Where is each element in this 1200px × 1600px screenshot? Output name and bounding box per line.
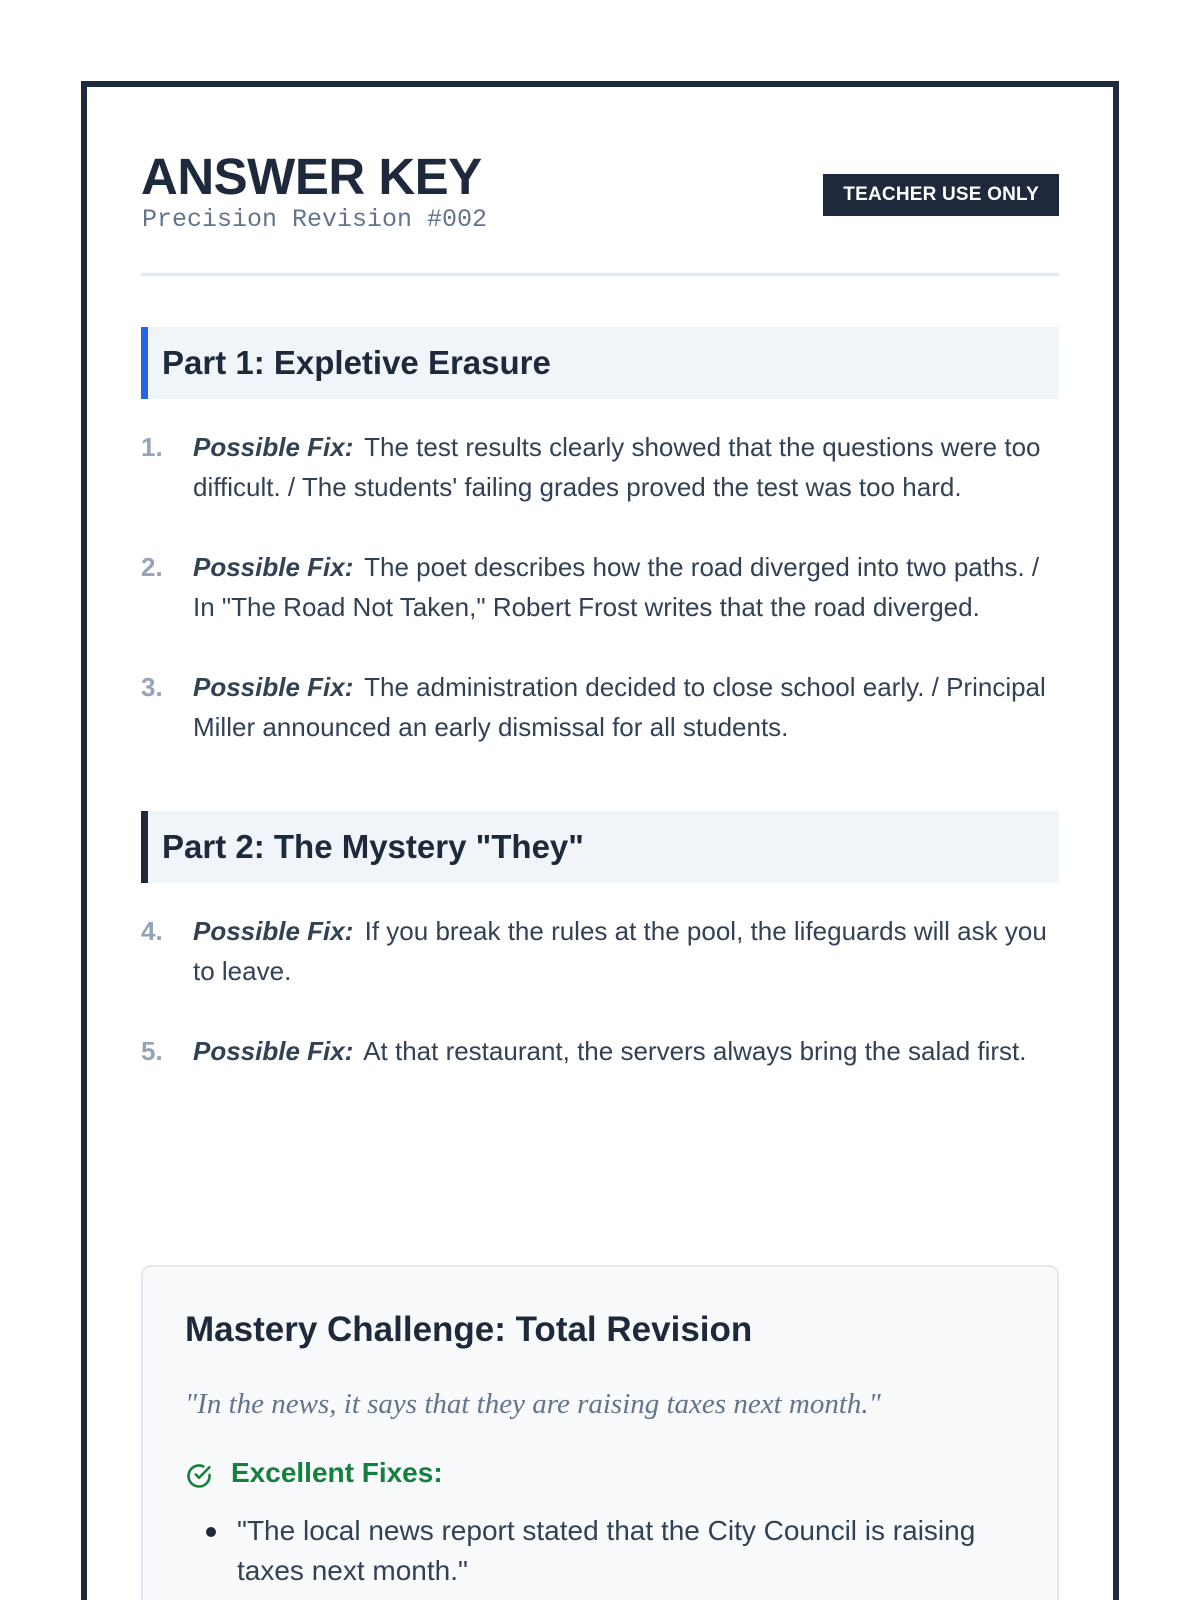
part2-heading-text: Part 2: The Mystery "They": [162, 828, 584, 865]
page-subtitle: Precision Revision #002: [142, 205, 488, 234]
list-item: [201, 1511, 997, 1591]
answer-item-3: [141, 667, 1059, 747]
page-title: ANSWER KEY: [141, 148, 482, 205]
excellent-fixes-list: [201, 1511, 997, 1591]
fix-label: Possible Fix:: [193, 1036, 354, 1066]
item-number: 1.: [141, 432, 163, 462]
part1-heading: [141, 327, 1059, 399]
fix-label: Possible Fix:: [193, 432, 354, 462]
fix-text: If you break the rules at the pool, the lifeguards will ask you to leave.: [193, 916, 1047, 986]
fix-text: The poet describes how the road diverged into two paths. / In "The Road Not Taken," Robert Frost writes that the road diverged.: [193, 552, 1040, 622]
item-number: 2.: [141, 552, 163, 582]
fix-text: The test results clearly showed that the questions were too difficult. / The students' failing grades proved the test was too hard.: [193, 432, 1041, 502]
answer-item-5: [141, 1031, 1059, 1071]
fix-example-text: "The local news report stated that the City Council is raising taxes next month.": [237, 1515, 976, 1586]
fix-text: At that restaurant, the servers always bring the salad first.: [363, 1036, 1027, 1066]
document-header: [141, 87, 1059, 276]
bullet-dot: [206, 1527, 216, 1537]
mastery-challenge-card: [141, 1265, 1059, 1600]
fix-label: Possible Fix:: [193, 552, 354, 582]
sheet-content: [141, 87, 1059, 1586]
teacher-only-badge: TEACHER USE ONLY: [823, 174, 1059, 216]
item-number: 5.: [141, 1036, 163, 1066]
fix-label: Possible Fix:: [193, 916, 354, 946]
answer-key-sheet: [81, 81, 1119, 1600]
part1-heading-text: Part 1: Expletive Erasure: [162, 344, 551, 381]
answer-item-1: [141, 427, 1059, 507]
fix-label: Possible Fix:: [193, 672, 354, 702]
excellent-fixes-label: Excellent Fixes:: [231, 1457, 443, 1488]
answer-item-2: [141, 547, 1059, 627]
item-number: 3.: [141, 672, 163, 702]
answer-item-4: [141, 911, 1059, 991]
part2-heading: [141, 811, 1059, 883]
check-circle-icon: [185, 1462, 213, 1490]
item-number: 4.: [141, 916, 163, 946]
challenge-title: Mastery Challenge: Total Revision: [185, 1310, 753, 1349]
fix-text: The administration decided to close school early. / Principal Miller announced an early dismissal for all students.: [193, 672, 1046, 742]
excellent-fixes-heading: [185, 1453, 443, 1493]
challenge-quote: "In the news, it says that they are raising taxes next month.": [185, 1388, 881, 1420]
